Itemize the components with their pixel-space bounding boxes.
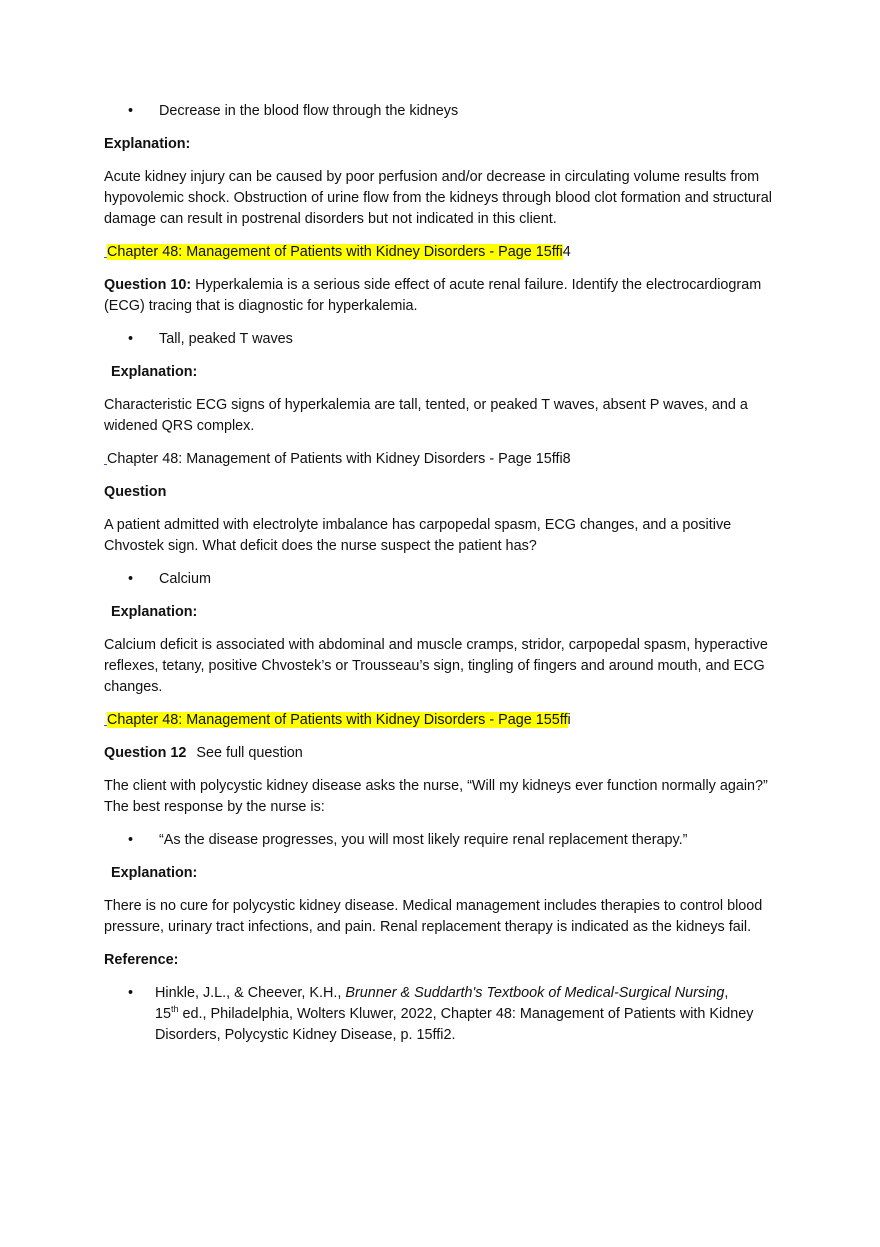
question-10 [104, 275, 776, 317]
document-page [104, 101, 776, 1058]
question-label: Question 12 [104, 745, 187, 761]
question-label: Question 10: [104, 277, 192, 293]
answer-text: “As the disease progresses, you will most likely require renal replacement therapy.” [159, 832, 688, 848]
chapter-highlight: Chapter 48: Management of Patients with Kidney Disorders - Page 155ff [107, 712, 568, 728]
chapter-tail: i [567, 712, 571, 728]
bullet-dot: • [128, 331, 134, 347]
list-item [104, 329, 776, 350]
chapter-link[interactable] [104, 449, 776, 470]
answer-text: Decrease in the blood flow through the kidneys [159, 103, 459, 119]
explanation-text: Characteristic ECG signs of hyperkalemia are tall, tented, or peaked T waves, absent P waves, and a widened QRS complex. [104, 397, 748, 434]
reference-authors: Hinkle, J.L., & Cheever, K.H., [155, 985, 346, 1001]
reference-details: ed., Philadelphia, Wolters Kluwer, 2022, Chapter 48: Management of Patients with Kidney Disorders, Polycystic Kidney Disease, p. 15ffi2. [155, 1006, 754, 1043]
question-label: Question [104, 484, 167, 500]
explanation-label: Explanation: [111, 364, 198, 380]
chapter-highlight: Chapter 48: Management of Patients with Kidney Disorders - Page 15ffi [107, 244, 563, 260]
reference-edition-suffix: th [171, 1004, 179, 1015]
question-text: Hyperkalemia is a serious side effect of acute renal failure. Identify the electrocardiogram (ECG) tracing that is diagnostic for hyperkalemia. [104, 277, 762, 314]
bullet-dot: • [128, 571, 134, 587]
chapter-tail: 4 [562, 244, 571, 260]
list-item [104, 101, 776, 122]
explanation-label: Explanation: [104, 136, 191, 152]
question-12-header [104, 743, 776, 764]
reference-item [104, 983, 776, 1046]
answer-text: Tall, peaked T waves [159, 331, 293, 347]
question-text: The client with polycystic kidney disease asks the nurse, “Will my kidneys ever function normally again?” The best response by the nurse is: [104, 778, 768, 815]
explanation-text: There is no cure for polycystic kidney disease. Medical management includes therapies to control blood pressure, urinary tract infections, and pain. Renal replacement therapy is indicated as the kidneys fail. [104, 898, 763, 935]
chapter-text: Chapter 48: Management of Patients with Kidney Disorders - Page 15ffi8 [107, 451, 571, 467]
reference-comma: , [724, 985, 729, 1001]
reference-title: Brunner & Suddarth's Textbook of Medical-Surgical Nursing [345, 985, 725, 1001]
explanation-label: Explanation: [111, 604, 198, 620]
answer-text: Calcium [159, 571, 211, 587]
bullet-dot: • [128, 985, 134, 1001]
bullet-dot: • [128, 832, 134, 848]
explanation-text: Calcium deficit is associated with abdominal and muscle cramps, stridor, carpopedal spasm, hyperactive reflexes, tetany, positive Chvostek’s or Trousseau’s sign, tingling of fingers and around mouth, and ECG changes. [104, 637, 768, 695]
list-item [104, 569, 776, 590]
reference-edition: 15 [155, 1006, 172, 1022]
list-item [104, 830, 776, 851]
bullet-dot: • [128, 103, 134, 119]
chapter-link[interactable] [104, 242, 776, 263]
explanation-label: Explanation: [111, 865, 198, 881]
question-text: A patient admitted with electrolyte imbalance has carpopedal spasm, ECG changes, and a positive Chvostek sign. What deficit does the nurse suspect the patient has? [104, 517, 732, 554]
chapter-link[interactable] [104, 710, 776, 731]
see-full-question-link[interactable]: See full question [196, 745, 303, 761]
explanation-text: Acute kidney injury can be caused by poor perfusion and/or decrease in circulating volume results from hypovolemic shock. Obstruction of urine flow from the kidneys through blood clot formation and structural damage can result in postrenal disorders but not indicated in this client. [104, 169, 772, 227]
reference-label: Reference: [104, 952, 179, 968]
